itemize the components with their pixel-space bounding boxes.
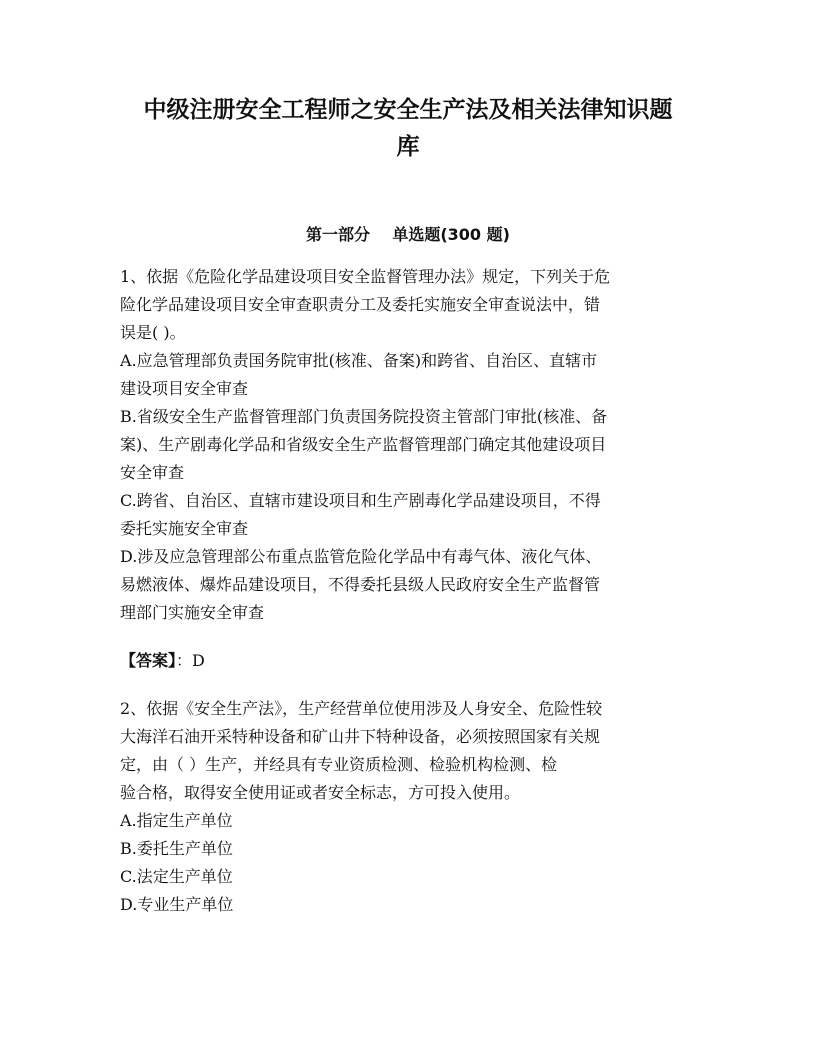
option-d-line: 易燃液体、爆炸品建设项目，不得委托县级人民政府安全生产监督管	[120, 575, 601, 594]
question-stem-line: 2、依据《安全生产法》，生产经营单位使用涉及人身安全、危险性较	[120, 699, 603, 718]
question-stem-line: 验合格，取得安全使用证或者安全标志，方可投入使用。	[120, 783, 521, 802]
option-c-line: 委托实施安全审查	[120, 519, 249, 538]
answer-line	[120, 647, 700, 675]
option-b-line: 安全审查	[120, 463, 185, 482]
option-d: D.专业生产单位	[120, 895, 234, 914]
question-stem-line: 险化学品建设项目安全审查职责分工及委托实施安全审查说法中，错	[120, 295, 601, 314]
section-heading: 第一部分 单选题(300 题)	[306, 225, 510, 244]
question-2	[120, 695, 700, 919]
option-a: A.指定生产单位	[120, 811, 233, 830]
question-1	[120, 263, 700, 675]
title-line-1: 中级注册安全工程师之安全生产法及相关法律知识题	[143, 97, 673, 123]
option-b-line: 案)、生产剧毒化学品和省级安全生产监督管理部门确定其他建设项目	[120, 435, 607, 454]
question-stem-line: 误是( )。	[120, 323, 186, 342]
question-stem-line: 1、依据《危险化学品建设项目安全监督管理办法》规定，下列关于危	[120, 267, 611, 286]
question-stem-line: 大海洋石油开采特种设备和矿山井下特种设备，必须按照国家有关规	[120, 727, 601, 746]
option-c-line: C.跨省、自治区、直辖市建设项目和生产剧毒化学品建设项目，不得	[120, 491, 601, 510]
option-c: C.法定生产单位	[120, 867, 233, 886]
option-b-line: B.省级安全生产监督管理部门负责国务院投资主管部门审批(核准、备	[120, 407, 608, 426]
question-list	[120, 263, 700, 919]
title-line-2: 库	[396, 134, 420, 160]
question-stem-line: 定，由（ ）生产，并经具有专业资质检测、检验机构检测、检	[120, 755, 558, 774]
option-a-line: 建设项目安全审查	[120, 379, 249, 398]
option-d-line: 理部门实施安全审查	[120, 603, 265, 622]
option-a-line: A.应急管理部负责国务院审批(核准、备案)和跨省、自治区、直辖市	[120, 351, 598, 370]
answer-label: 【答案】	[120, 651, 177, 670]
option-b: B.委托生产单位	[120, 839, 233, 858]
answer-value: ：D	[176, 651, 205, 670]
option-d-line: D.涉及应急管理部公布重点监管危险化学品中有毒气体、液化气体、	[120, 547, 602, 566]
document-title	[120, 92, 696, 166]
